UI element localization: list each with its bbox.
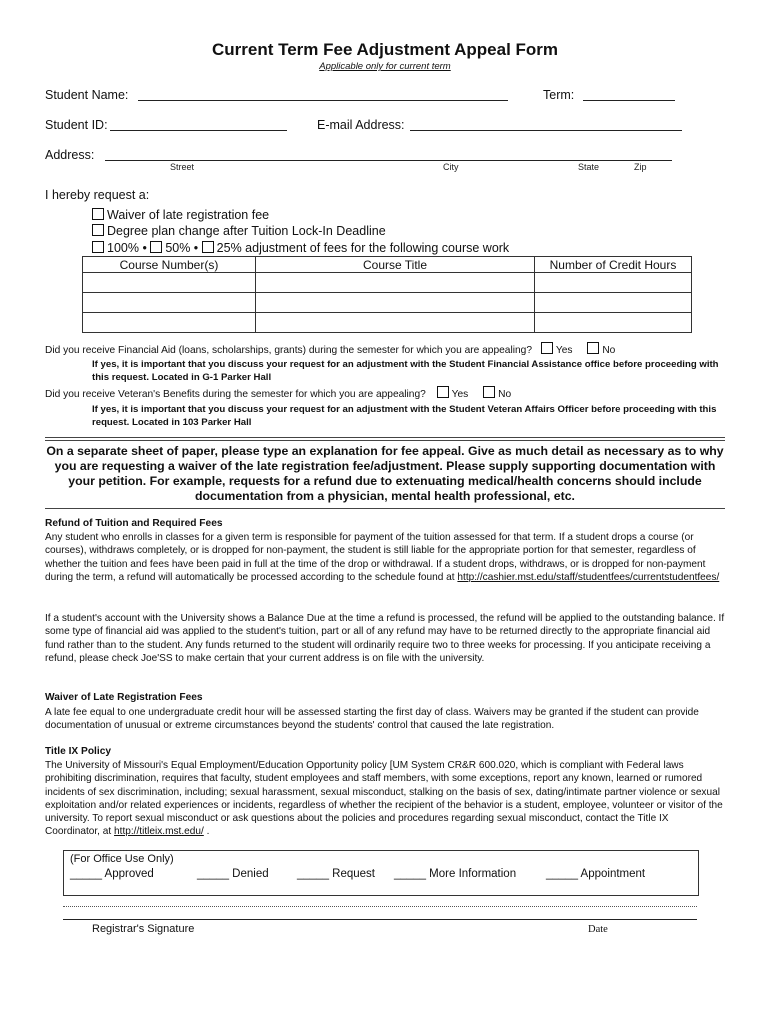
question-text: Did you receive Financial Aid (loans, scholarships, grants) during the semester for which you are appealing?	[45, 345, 532, 356]
form-title: Current Term Fee Adjustment Appeal Form	[211, 40, 559, 59]
option-label: Waiver of late registration fee	[107, 208, 270, 222]
student-name-label: Student Name:	[45, 88, 129, 102]
address-field[interactable]	[105, 148, 672, 161]
checkbox-25[interactable]	[202, 241, 214, 253]
student-id-label: Student ID:	[45, 118, 108, 132]
option-degree-plan[interactable]	[92, 224, 386, 238]
state-caption: State	[578, 162, 600, 172]
course-table	[82, 256, 692, 333]
option-late-fee-waiver[interactable]	[92, 208, 269, 222]
col-course-number: Course Number(s)	[83, 257, 256, 273]
option-fee-adjustment	[92, 241, 509, 255]
table-cell[interactable]	[256, 313, 535, 333]
financial-aid-question	[45, 342, 615, 356]
table-header-row	[83, 257, 692, 273]
student-name-field[interactable]	[138, 88, 508, 101]
option-label: Degree plan change after Tuition Lock-In Deadline	[107, 224, 386, 238]
financial-aid-note: If yes, it is important that you discuss your request for an adjustment with the Student Financial Assistance office before proceeding with this request. Located in G-1 Parker Hall	[92, 359, 719, 383]
table-row	[83, 273, 692, 293]
divider	[63, 906, 697, 907]
refund-paragraph-2: If a student's account with the University shows a Balance Due at the time a refund is processed, the refund will be applied to the outstanding balance. If some type of financial aid was applied to the student's tuition, part or all of any refund may have to be returned directly to the appropriate financial aid fund rather than to the student. Any funds returned to the student will ordinarily require two to three weeks for processing. If you anticipate receiving a refund, please check Joe'SS to make certain that your current address is on file with the university.	[45, 613, 725, 664]
question-text: Did you receive Veteran's Benefits during the semester for which you are appealing?	[45, 389, 426, 400]
divider	[45, 508, 725, 509]
late-fee-heading: Waiver of Late Registration Fees	[45, 692, 203, 703]
office-request[interactable]: _____ Request	[297, 868, 376, 880]
zip-caption: Zip	[634, 162, 647, 172]
table-cell[interactable]	[535, 273, 692, 293]
office-use-heading: (For Office Use Only)	[70, 853, 174, 865]
divider	[45, 440, 725, 441]
no-label: No	[602, 345, 616, 356]
veteran-question	[45, 386, 511, 400]
table-cell[interactable]	[535, 313, 692, 333]
street-caption: Street	[170, 162, 195, 172]
address-label: Address:	[45, 148, 95, 162]
form-subtitle: Applicable only for current term	[319, 61, 451, 72]
refund-paragraph-1	[45, 531, 725, 584]
table-row	[83, 293, 692, 313]
title-ix-link[interactable]: http://titleix.mst.edu/	[114, 826, 204, 838]
refund-text: Any student who enrolls in classes for a given term is responsible for payment of the tuition assessed for that term. If a student drops a course (or courses), withdraws completely, or is dropped for non-payment, the student is still liable for the appropriate portion for that semester, regardless of whether the tuition and fees have been paid in full at the time of the drop or withdrawal. If a student drops, withdraws, or is dropped for non-payment during the term, a refund will automatically be processed according to the schedule found at	[45, 532, 706, 583]
divider	[45, 437, 725, 438]
table-cell[interactable]	[535, 293, 692, 313]
va-no-checkbox[interactable]	[483, 386, 495, 398]
option-25-label: 25% adjustment of fees for the following course work	[216, 241, 510, 255]
option-100-label: 100% •	[107, 241, 147, 255]
table-row	[83, 313, 692, 333]
table-cell[interactable]	[83, 293, 256, 313]
term-field[interactable]	[583, 88, 675, 101]
col-credit-hours: Number of Credit Hours	[535, 257, 692, 273]
veteran-note: If yes, it is important that you discuss your request for an adjustment with the Student Veteran Affairs Officer before proceeding with this request. Located in 103 Parker Hall	[92, 404, 717, 428]
yes-label: Yes	[555, 345, 573, 356]
late-fee-text: A late fee equal to one undergraduate credit hour will be assessed starting the first day of class. Waivers may be granted if the student can provide documentation of unusual or extreme circumstances beyond the students' control that caused the late registration.	[45, 707, 699, 732]
request-intro: I hereby request a:	[45, 188, 150, 202]
title-ix-end: .	[206, 826, 210, 838]
cashier-link[interactable]: http://cashier.mst.edu/staff/studentfees/currentstudentfees/	[457, 571, 720, 583]
office-denied[interactable]: _____ Denied	[197, 868, 269, 880]
office-appointment[interactable]: _____ Appointment	[546, 868, 646, 880]
checkbox[interactable]	[92, 224, 104, 236]
date-label: Date	[588, 924, 608, 935]
yes-label: Yes	[451, 389, 469, 400]
fa-yes-checkbox[interactable]	[541, 342, 553, 354]
signature-line[interactable]	[63, 919, 697, 920]
checkbox[interactable]	[92, 208, 104, 220]
checkbox-100[interactable]	[92, 241, 104, 253]
title-ix-heading: Title IX Policy	[45, 746, 112, 757]
refund-heading: Refund of Tuition and Required Fees	[45, 518, 223, 529]
title-ix-body: The University of Missouri's Equal Employment/Education Opportunity policy [UM System CR&R 600.020, which is compliant with Federal laws prohibiting discrimination, requires that faculty, student employees and staff members, with some exceptions, report any known, learned or rumored incidents of sex discrimination, including; sexual harassment, sexual misconduct, stalking on the basis of sex, dating/intimate partner violence or sexual exploitation and/or related experiences or incidents, regardless of whether the recipient of the behavior is a student, employee, volunteer or visitor of the university. To report sexual misconduct or ask questions about the policies and procedures regarding sexual misconduct, contact the Title IX Coordinator, at	[45, 760, 723, 838]
option-50-label: 50% •	[165, 241, 199, 255]
office-approved[interactable]: _____ Approved	[70, 868, 154, 880]
fa-no-checkbox[interactable]	[587, 342, 599, 354]
office-more-information[interactable]: _____ More Information	[394, 868, 517, 880]
no-label: No	[498, 389, 512, 400]
table-cell[interactable]	[83, 273, 256, 293]
city-caption: City	[443, 162, 459, 172]
col-course-title: Course Title	[256, 257, 535, 273]
table-cell[interactable]	[83, 313, 256, 333]
office-use-box	[63, 850, 699, 896]
checkbox-50[interactable]	[150, 241, 162, 253]
table-cell[interactable]	[256, 273, 535, 293]
email-label: E-mail Address:	[317, 118, 405, 132]
table-cell[interactable]	[256, 293, 535, 313]
registrar-signature-label: Registrar's Signature	[92, 923, 195, 935]
title-ix-text	[45, 759, 725, 839]
va-yes-checkbox[interactable]	[437, 386, 449, 398]
email-field[interactable]	[410, 118, 682, 131]
explanation-instructions: On a separate sheet of paper, please type an explanation for fee appeal. Give as much detail as necessary as to why you are requesting a waiver of the late registration fee/adjustment. Please supply supporting documentation with your petition. For example, requests for a refund due to extenuating medical/health concerns should include documentation from a physician, mental health professional, etc.	[46, 444, 724, 503]
student-id-field[interactable]	[110, 118, 287, 131]
term-label: Term:	[543, 88, 575, 102]
